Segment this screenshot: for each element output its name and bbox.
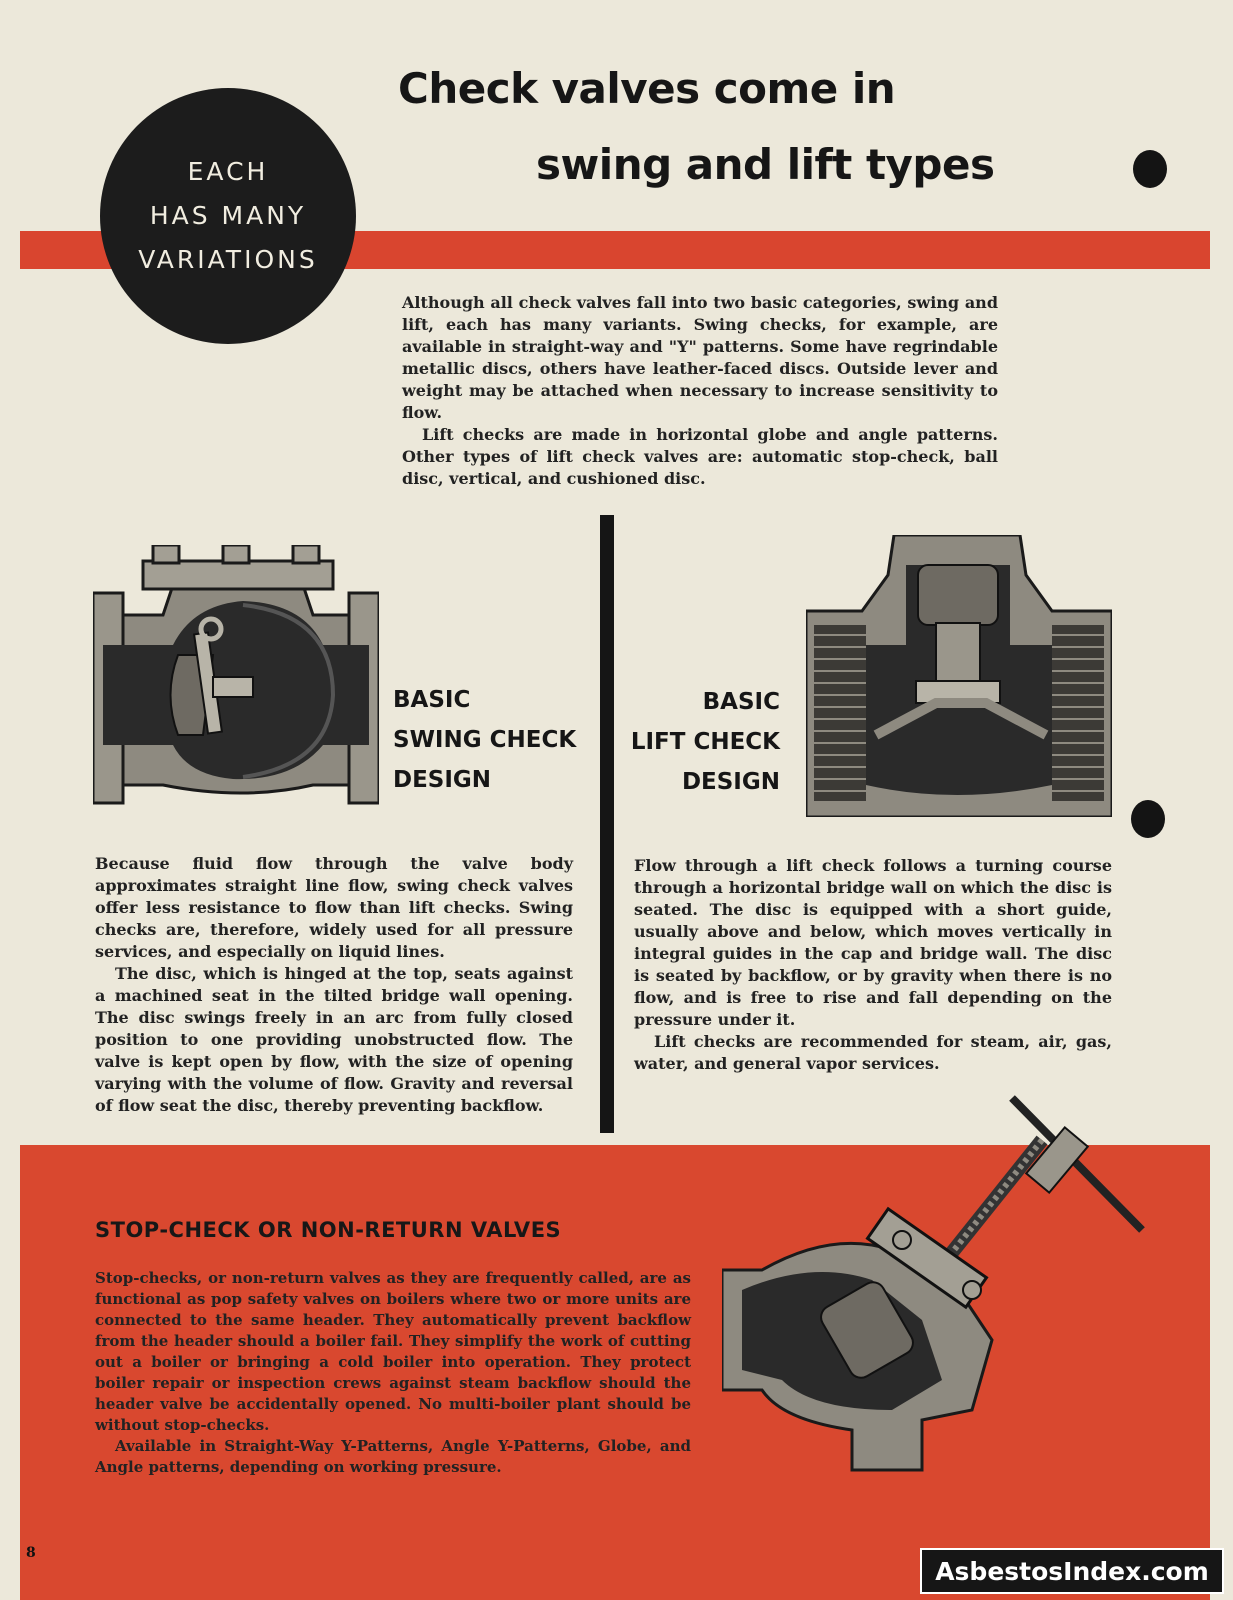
- stop-check-title: STOP-CHECK OR NON-RETURN VALVES: [95, 1218, 562, 1242]
- swing-label-line1: BASIC: [393, 687, 471, 713]
- lift-check-valve-illustration: [806, 535, 1112, 817]
- swing-label-line3: DESIGN: [393, 767, 492, 793]
- lift-label-line3: DESIGN: [681, 769, 780, 795]
- stop-check-paragraph-2: Available in Straight-Way Y-Patterns, Angle Y-Patterns, Globe, and Angle patterns, depending on working pressure.: [95, 1437, 691, 1476]
- intro-text: [402, 292, 998, 490]
- badge-line2: HAS MANY: [149, 201, 307, 230]
- swing-paragraph-2: The disc, which is hinged at the top, seats against a machined seat in the tilted bridge wall opening. The disc swings freely in an arc from fully closed position to one providing unobstructed flow. The valve is kept open by flow, with the size of opening varying with the volume of flow. Gravity and reversal of flow seat the disc, thereby preventing backflow.: [95, 964, 573, 1115]
- page-title-line2: swing and lift types: [536, 140, 995, 189]
- swing-paragraph-1: Because fluid flow through the valve body approximates straight line flow, swing check valves offer less resistance to flow than lift checks. Swing checks are, therefore, widely used for all pressure services, and especially on liquid lines.: [95, 854, 573, 961]
- lift-label-line2: LIFT CHECK: [630, 729, 780, 755]
- page-number: 8: [26, 1545, 36, 1561]
- lift-label-line1: BASIC: [702, 689, 780, 715]
- stop-check-valve-illustration: [722, 1090, 1162, 1490]
- stop-check-paragraph-1: Stop-checks, or non-return valves as they are frequently called, are as functional as pop safety valves on boilers where two or more units are connected to the same header. They automatically prevent backflow from the header should a boiler fail. They simplify the work of cutting out a boiler or bringing a cold boiler into operation. They protect boiler repair or inspection crews against steam backflow should the header valve be accidentally opened. No multi-boiler plant should be without stop-checks.: [95, 1269, 691, 1434]
- column-divider: [600, 515, 614, 1133]
- lift-paragraph-1: Flow through a lift check follows a turning course through a horizontal bridge wall on which the disc is seated. The disc is equipped with a short guide, usually above and below, which moves vertically in integral guides in the cap and bridge wall. The disc is seated by backflow, or by gravity when there is no flow, and is free to rise and fall depending on the pressure under it.: [634, 856, 1112, 1029]
- badge-line3: VARIATIONS: [138, 245, 318, 274]
- intro-paragraph-2: Lift checks are made in horizontal globe and angle patterns. Other types of lift check valves are: automatic stop-check, ball disc, vertical, and cushioned disc.: [402, 425, 998, 488]
- swing-check-description: [95, 853, 573, 1117]
- lift-check-label: [590, 682, 780, 802]
- variations-badge: [100, 88, 356, 344]
- page-title-line1: Check valves come in: [398, 64, 896, 113]
- binder-hole-top: [1133, 150, 1167, 188]
- swing-check-label: [393, 680, 576, 800]
- swing-check-valve-illustration: [93, 545, 379, 817]
- badge-line1: EACH: [187, 157, 269, 186]
- binder-hole-middle: [1131, 800, 1165, 838]
- swing-label-line2: SWING CHECK: [393, 727, 577, 753]
- lift-check-description: [634, 855, 1112, 1075]
- lift-paragraph-2: Lift checks are recommended for steam, air, gas, water, and general vapor services.: [634, 1032, 1112, 1073]
- intro-paragraph-1: Although all check valves fall into two basic categories, swing and lift, each has many variants. Swing checks, for example, are available in straight-way and "Y" patterns. Some have regrindable metallic discs, others have leather-faced discs. Outside lever and weight may be attached when necessary to increase sensitivity to flow.: [402, 293, 998, 422]
- watermark-badge: AsbestosIndex.com: [920, 1548, 1224, 1594]
- stop-check-description: [95, 1268, 691, 1478]
